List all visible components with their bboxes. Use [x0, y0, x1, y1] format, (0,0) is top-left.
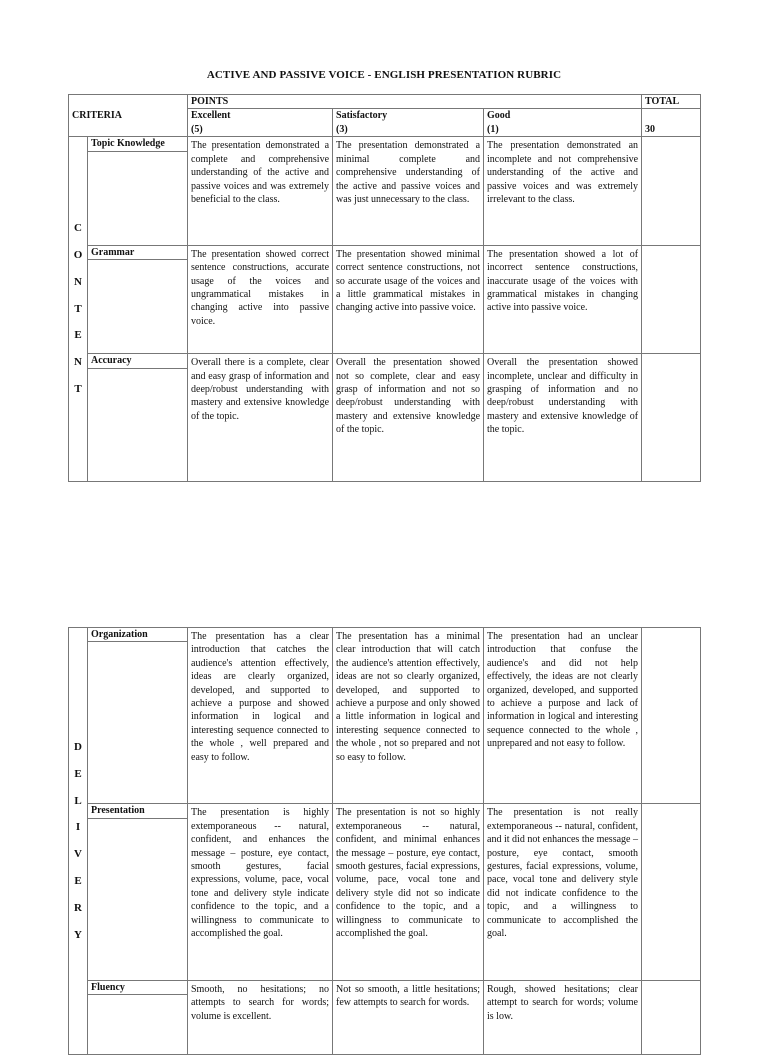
- criterion-row: [69, 980, 701, 994]
- content-section-label: [69, 137, 88, 481]
- criteria-header: CRITERIA: [69, 95, 188, 137]
- criterion-blank: [88, 151, 188, 245]
- criterion-row: [69, 354, 701, 368]
- score-cell: [642, 628, 701, 804]
- desc-cell: The presentation is not really extemporaneous -- natural, confident, and it did not enhances the message – posture, eye contact, smooth gestures, facial expressions, volume, pace, vocal tone and delivery style did not indicate confidence to the topic, and a willingness to communicate to accomplished the goal.: [484, 804, 642, 980]
- desc-cell: Overall there is a complete, clear and easy grasp of information and deep/robust understanding with mastery and extensive knowledge of the topic.: [188, 354, 333, 481]
- section-letter: Y: [74, 928, 82, 941]
- section-letter: I: [75, 821, 81, 834]
- criterion-blank: [88, 995, 188, 1055]
- section-letter: T: [74, 383, 82, 395]
- score-cell: [642, 354, 701, 481]
- score-cell: [642, 245, 701, 353]
- criterion-row: [69, 245, 701, 259]
- score-cell: [642, 980, 701, 1054]
- desc-cell: The presentation has a minimal clear introduction that will catch the audience's attention effectively, ideas are not so clearly organized, developed, and supported to achieve a purpose and only showed a little information in logical and interesting sequence connected to the whole , not so prepared and not so easy to follow.: [333, 628, 484, 804]
- header-row-points: [69, 95, 701, 109]
- level-good: [484, 109, 642, 137]
- criterion-blank: [88, 368, 188, 481]
- score-cell: [642, 804, 701, 980]
- level-score: (3): [336, 123, 348, 135]
- desc-cell: The presentation is not so highly extemporaneous -- natural, confident, and minimal enhances the message – posture, eye contact, smooth gestures, facial expressions, volume, pace, vocal tone and delivery style did not so indicate confidence to the topic, and a willingness to communicate to accomplished the goal.: [333, 804, 484, 980]
- level-excellent: [188, 109, 333, 137]
- section-letter: N: [74, 356, 82, 369]
- desc-cell: Not so smooth, a little hesitations; few attempts to search for words.: [333, 980, 484, 1054]
- level-name: Satisfactory: [336, 110, 388, 122]
- criterion-presentation: Presentation: [88, 804, 188, 818]
- total-header: TOTAL: [642, 95, 701, 109]
- criterion-accuracy: Accuracy: [88, 354, 188, 368]
- section-letter: E: [74, 874, 82, 887]
- section-letter: E: [74, 329, 82, 342]
- section-letter: O: [73, 249, 83, 262]
- desc-cell: The presentation showed a lot of incorrect sentence constructions, inaccurate usage of the voices with grammatical mistakes in changing active into passive voice.: [484, 245, 642, 353]
- criterion-row: [69, 137, 701, 151]
- points-header: POINTS: [188, 95, 642, 109]
- section-letter: R: [74, 901, 82, 914]
- criterion-grammar: Grammar: [88, 245, 188, 259]
- desc-cell: The presentation demonstrated a minimal complete and comprehensive understanding of the active and passive voices and was just unnecessary to the class.: [333, 137, 484, 245]
- criterion-row: [69, 804, 701, 818]
- level-score: (5): [191, 123, 203, 135]
- desc-cell: The presentation showed minimal correct sentence constructions, not so accurate usage of the voices and a little grammatical mistakes in changing active into passive voice.: [333, 245, 484, 353]
- section-letter: D: [74, 740, 82, 753]
- rubric-table-delivery: [68, 627, 701, 1055]
- level-name: Excellent: [191, 110, 231, 122]
- desc-cell: The presentation has a clear introduction that catches the audience's attention effectively, ideas are clearly organized, developed, and supported to achieve a purpose and showed information in logical and interesting sequence connected to the whole , well prepared and easy to follow.: [188, 628, 333, 804]
- criterion-topic-knowledge: Topic Knowledge: [88, 137, 188, 151]
- page-title: ACTIVE AND PASSIVE VOICE - ENGLISH PRESENTATION RUBRIC: [206, 69, 562, 81]
- criterion-row: [69, 628, 701, 642]
- score-cell: [642, 137, 701, 245]
- desc-cell: Rough, showed hesitations; clear attempt to search for words; volume is low.: [484, 980, 642, 1054]
- criterion-blank: [88, 260, 188, 354]
- desc-cell: The presentation demonstrated a complete and comprehensive understanding of the active and passive voices and was extremely beneficial to the class.: [188, 137, 333, 245]
- section-letter: E: [74, 767, 82, 780]
- criterion-organization: Organization: [88, 628, 188, 642]
- level-name: Good: [487, 110, 511, 122]
- rubric-table-content: [68, 94, 701, 482]
- desc-cell: Overall the presentation showed incomplete, unclear and difficulty in grasping of information and no deep/robust understanding with mastery and extensive knowledge of the topic.: [484, 354, 642, 481]
- delivery-section-label: [69, 628, 88, 1055]
- section-letter: L: [74, 794, 82, 807]
- desc-cell: The presentation showed correct sentence constructions, accurate usage of the voices and ungrammatical mistakes in changing active into passive voice.: [188, 245, 333, 353]
- criterion-fluency: Fluency: [88, 980, 188, 994]
- criterion-blank: [88, 818, 188, 980]
- section-letter: N: [74, 275, 82, 288]
- desc-cell: The presentation is highly extemporaneous -- natural, confident, and enhances the message – posture, eye contact, smooth gestures, facial expressions, volume, pace, vocal tone and delivery style indicate confidence to the topic, and a willingness to communicate to accomplished the goal.: [188, 804, 333, 980]
- total-value: 30: [642, 109, 701, 137]
- desc-cell: Smooth, no hesitations; no attempts to search for words; volume is excellent.: [188, 980, 333, 1054]
- section-letter: T: [74, 302, 82, 315]
- desc-cell: The presentation demonstrated an incomplete and not comprehensive understanding of the active and passive voices and was extremely irrelevant to the class.: [484, 137, 642, 245]
- desc-cell: The presentation had an unclear introduction that confuse the audience's and did not help effectively, the ideas are not clearly organized, developed, and supported to achieve a purpose and lack of information in logical and interesting sequence connected to the whole , unprepared and not easy to follow.: [484, 628, 642, 804]
- section-letter: C: [74, 222, 82, 235]
- criterion-blank: [88, 642, 188, 804]
- level-score: (1): [487, 123, 499, 135]
- desc-cell: Overall the presentation showed not so complete, clear and easy grasp of information and not so deep/robust understanding with mastery and extensive knowledge of the topic.: [333, 354, 484, 481]
- section-letter: V: [74, 848, 82, 861]
- level-satisfactory: [333, 109, 484, 137]
